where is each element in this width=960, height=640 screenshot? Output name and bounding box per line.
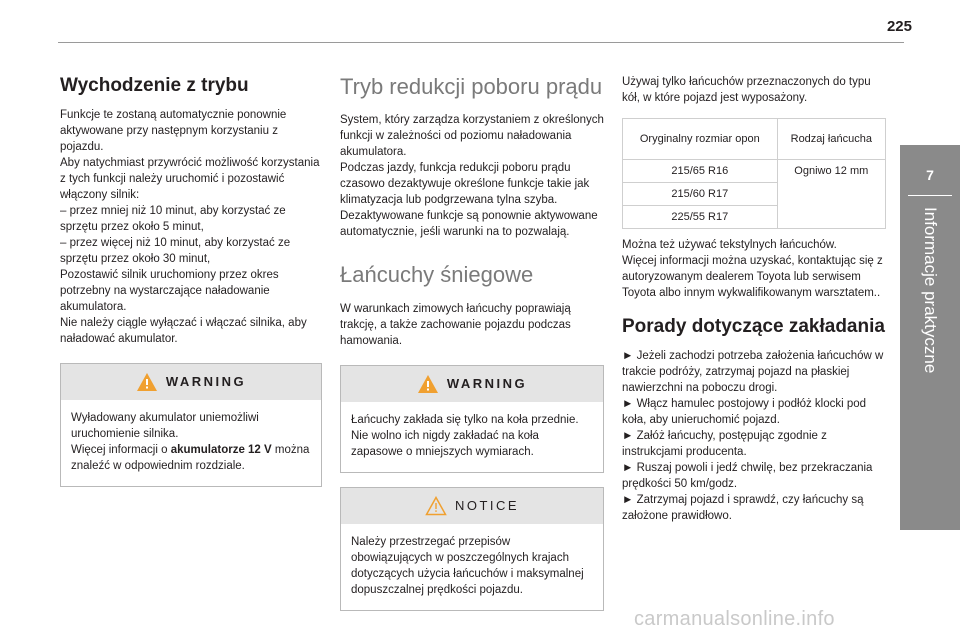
table-header-cell: Rodzaj łańcucha xyxy=(777,119,885,160)
paragraph: Używaj tylko łańcuchów przeznaczonych do typu kół, w które pojazd jest wyposażony. xyxy=(622,76,871,104)
table-row xyxy=(623,160,886,183)
table-cell-size: 215/65 R16 xyxy=(623,160,778,183)
paragraph: System, który zarządza korzystaniem z określonych funkcji w zależności od poziomu naładowania akumulatora. xyxy=(340,114,604,159)
notice-box-header xyxy=(341,488,603,524)
watermark: carmanualsonline.info xyxy=(634,608,835,630)
column-2 xyxy=(340,60,604,611)
warning-text: Łańcuchy zakłada się tylko na koła przednie. Nie wolno ich nigdy zakładać na koła zapasowe o mniejszych wymiarach. xyxy=(351,413,579,458)
paragraph: Funkcje te zostaną automatycznie ponownie aktywowane przy następnym korzystaniu z pojazdu. xyxy=(60,108,287,153)
paragraph: Podczas jazdy, funkcja redukcji poboru prądu czasowo dezaktywuje określone funkcje takie jak klimatyzacja lub podgrzewana tylna szyba. xyxy=(340,162,590,207)
paragraph: – przez więcej niż 10 minut, aby korzystać ze sprzętu przez około 30 minut, xyxy=(60,236,291,265)
chain-size-table xyxy=(622,118,886,229)
notice-label: NOTICE xyxy=(454,498,520,514)
warning-triangle-icon xyxy=(417,374,439,394)
paragraph: Pozostawić silnik uruchomiony przez okres potrzebny na wystarczające naładowanie akumulatora. xyxy=(60,268,279,313)
step-item: ► Załóż łańcuchy, postępując zgodnie z instrukcjami producenta. xyxy=(622,429,827,458)
step-item: ► Zatrzymaj pojazd i sprawdź, czy łańcuchy są założone prawidłowo. xyxy=(622,493,864,522)
chapter-number: 7 xyxy=(926,167,934,183)
table-header-cell: Oryginalny rozmiar opon xyxy=(623,119,778,160)
page-number: 225 xyxy=(886,18,912,35)
warning-box xyxy=(60,363,322,487)
chapter-title: Informacje praktyczne xyxy=(921,207,940,374)
paragraph: Można też używać tekstylnych łańcuchów. xyxy=(622,239,837,251)
paragraph: Dezaktywowane funkcje są ponownie aktywowane automatycznie, jeśli warunki na to pozwalają. xyxy=(340,210,598,239)
notice-text: Należy przestrzegać przepisów obowiązujących w poszczególnych krajach dotyczących użycia łańcuchów i maksymalnej dopuszczalnej prędkości pojazdu. xyxy=(351,535,584,596)
step-item: ► Jeżeli zachodzi potrzeba założenia łańcuchów w trakcie podróży, zatrzymaj pojazd na płaskiej nawierzchni na poboczu drogi. xyxy=(622,349,884,394)
chapter-tab[interactable] xyxy=(900,145,960,530)
notice-triangle-icon xyxy=(425,496,447,516)
section-heading-snow-chains: Łańcuchy śniegowe xyxy=(340,262,534,288)
table-cell-size: 215/60 R17 xyxy=(623,183,778,206)
step-item: ► Ruszaj powoli i jedź chwilę, bez przekraczania prędkości 50 km/godz. xyxy=(622,461,873,490)
warning-triangle-icon xyxy=(136,372,158,392)
column-3 xyxy=(622,74,886,524)
section-heading-power-reduction: Tryb redukcji poboru prądu xyxy=(340,74,603,99)
paragraph: Więcej informacji można uzyskać, kontaktując się z autoryzowanym dealerem Toyota lub serwisem Toyota albo innym wykwalifikowanym warsztatem.. xyxy=(622,255,883,299)
section-heading-exit-mode: Wychodzenie z trybu xyxy=(60,75,249,96)
table-cell-chain: Ogniwo 12 mm xyxy=(777,160,885,229)
warning-box-header xyxy=(341,366,603,402)
paragraph: – przez mniej niż 10 minut, aby korzystać ze sprzętu przez około 5 minut, xyxy=(60,204,286,233)
section-heading-fitting-tips: Porady dotyczące zakładania xyxy=(622,316,885,337)
warning-label: WARNING xyxy=(446,376,528,392)
warning-text: Wyładowany akumulator uniemożliwi uruchomienie silnika. xyxy=(71,411,259,440)
header-rule xyxy=(58,42,904,43)
table-header-row xyxy=(623,119,886,160)
paragraph: Nie należy ciągle wyłączać i włączać silnika, aby naładować akumulator. xyxy=(60,316,307,345)
warning-box-header xyxy=(61,364,321,400)
table-cell-size: 225/55 R17 xyxy=(623,206,778,229)
warning-box xyxy=(340,365,604,473)
notice-box xyxy=(340,487,604,611)
paragraph: Aby natychmiast przywrócić możliwość korzystania z tych funkcji należy uruchomić i pozostawić włączony silnik: xyxy=(60,156,320,201)
paragraph: W warunkach zimowych łańcuchy poprawiają trakcję, a także zachowanie pojazdu podczas hamowania. xyxy=(340,302,571,347)
column-1 xyxy=(60,60,322,487)
warning-label: WARNING xyxy=(165,374,247,390)
warning-text-reference: Więcej informacji o akumulatorze 12 V można znaleźć w odpowiednim rozdziale. xyxy=(71,443,310,472)
step-item: ► Włącz hamulec postojowy i podłóż klocki pod koła, aby unieruchomić pojazd. xyxy=(622,397,867,426)
chapter-divider xyxy=(908,195,952,196)
